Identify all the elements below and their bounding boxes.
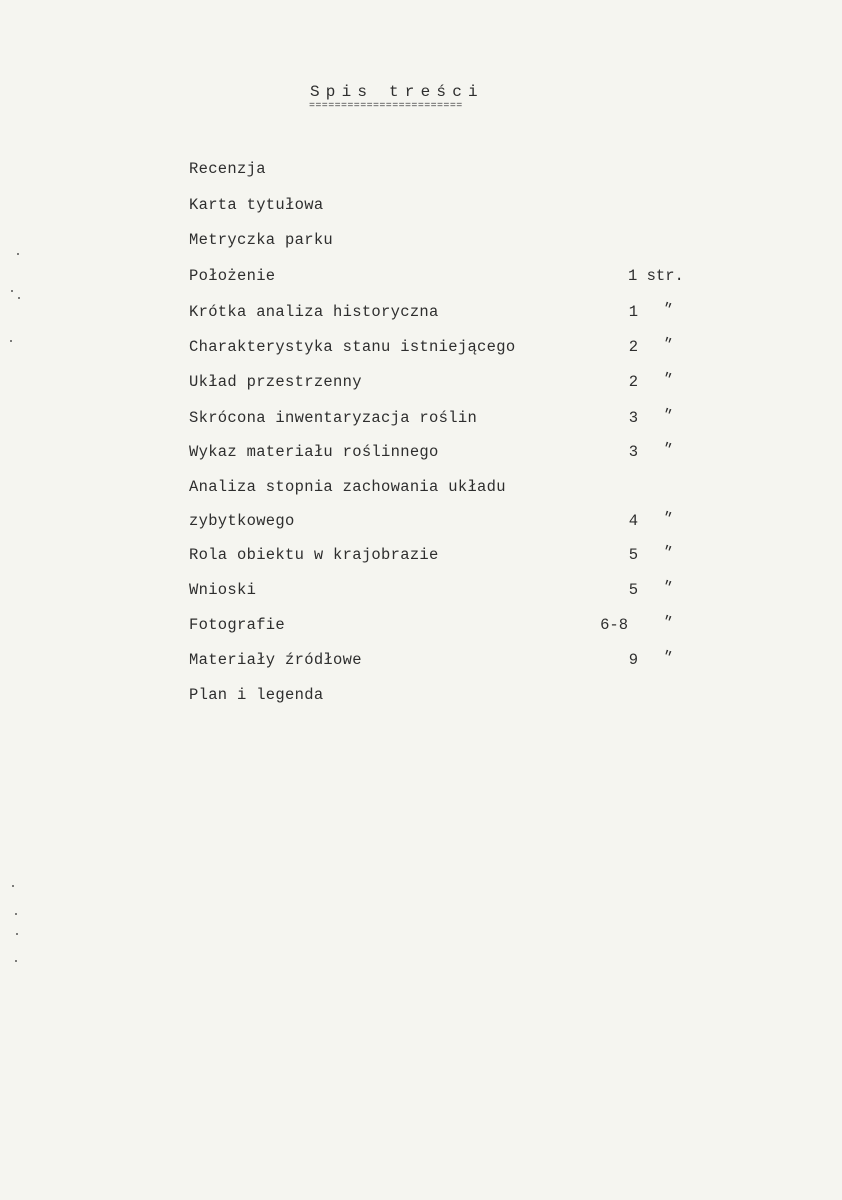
toc-item-page: 6-8 — [600, 616, 628, 634]
toc-item-page: 5 — [628, 581, 638, 599]
scan-speck — [15, 960, 17, 962]
toc-item — [0, 405, 842, 439]
toc-item-title: zybytkowego — [189, 512, 295, 530]
toc-item — [0, 612, 842, 646]
ditto-mark: " — [659, 612, 674, 633]
ditto-mark: " — [659, 369, 674, 390]
ditto-mark: " — [659, 405, 674, 426]
toc-item — [0, 577, 842, 611]
toc-item — [0, 267, 842, 297]
toc-item-page: 3 — [628, 443, 638, 461]
toc-item — [0, 478, 842, 508]
toc-item-title: Skrócona inwentaryzacja roślin — [189, 409, 478, 427]
toc-item-title: Materiały źródłowe — [189, 651, 362, 669]
toc-item — [0, 686, 842, 716]
toc-item — [0, 508, 842, 542]
document-title: Spis treści — [310, 83, 484, 101]
ditto-mark: " — [659, 299, 674, 320]
toc-item-title: Krótka analiza historyczna — [189, 303, 439, 321]
toc-item-title: Układ przestrzenny — [189, 373, 362, 391]
scan-speck — [17, 253, 19, 255]
toc-item-page: 2 — [628, 338, 638, 356]
toc-item — [0, 299, 842, 333]
title-underline: ======================== — [309, 101, 463, 112]
toc-item-title: Rola obiektu w krajobrazie — [189, 546, 439, 564]
toc-item — [0, 334, 842, 368]
scan-speck — [18, 297, 20, 299]
toc-item-title: Plan i legenda — [189, 686, 324, 704]
toc-item-title: Fotografie — [189, 616, 286, 634]
toc-item-page: 5 — [628, 546, 638, 564]
toc-item-title: Karta tytułowa — [189, 196, 324, 214]
scan-speck — [11, 290, 13, 292]
toc-item-page: 1 — [628, 303, 638, 321]
toc-item-page: 4 — [628, 512, 638, 530]
scan-speck — [15, 913, 17, 915]
toc-item-page: 2 — [628, 373, 638, 391]
toc-item — [0, 196, 842, 226]
ditto-mark: " — [659, 508, 674, 529]
scan-speck — [12, 885, 14, 887]
toc-item-title: Recenzja — [189, 160, 266, 178]
toc-item — [0, 647, 842, 681]
ditto-mark: " — [659, 334, 674, 355]
toc-item — [0, 542, 842, 576]
toc-item — [0, 439, 842, 473]
toc-item — [0, 160, 842, 190]
toc-item-page: 1 str. — [628, 267, 684, 285]
toc-item-title: Wnioski — [189, 581, 257, 599]
scan-speck — [10, 340, 12, 342]
toc-item — [0, 369, 842, 403]
ditto-mark: " — [659, 647, 674, 668]
toc-item — [0, 231, 842, 261]
toc-item-title: Wykaz materiału roślinnego — [189, 443, 439, 461]
ditto-mark: " — [659, 577, 674, 598]
ditto-mark: " — [659, 542, 674, 563]
ditto-mark: " — [659, 439, 674, 460]
toc-item-title: Metryczka parku — [189, 231, 334, 249]
toc-item-page: 3 — [628, 409, 638, 427]
scan-speck — [16, 933, 18, 935]
toc-item-title: Charakterystyka stanu istniejącego — [189, 338, 516, 356]
toc-item-title: Położenie — [189, 267, 276, 285]
toc-item-title: Analiza stopnia zachowania układu — [189, 478, 506, 496]
toc-item-page: 9 — [628, 651, 638, 669]
